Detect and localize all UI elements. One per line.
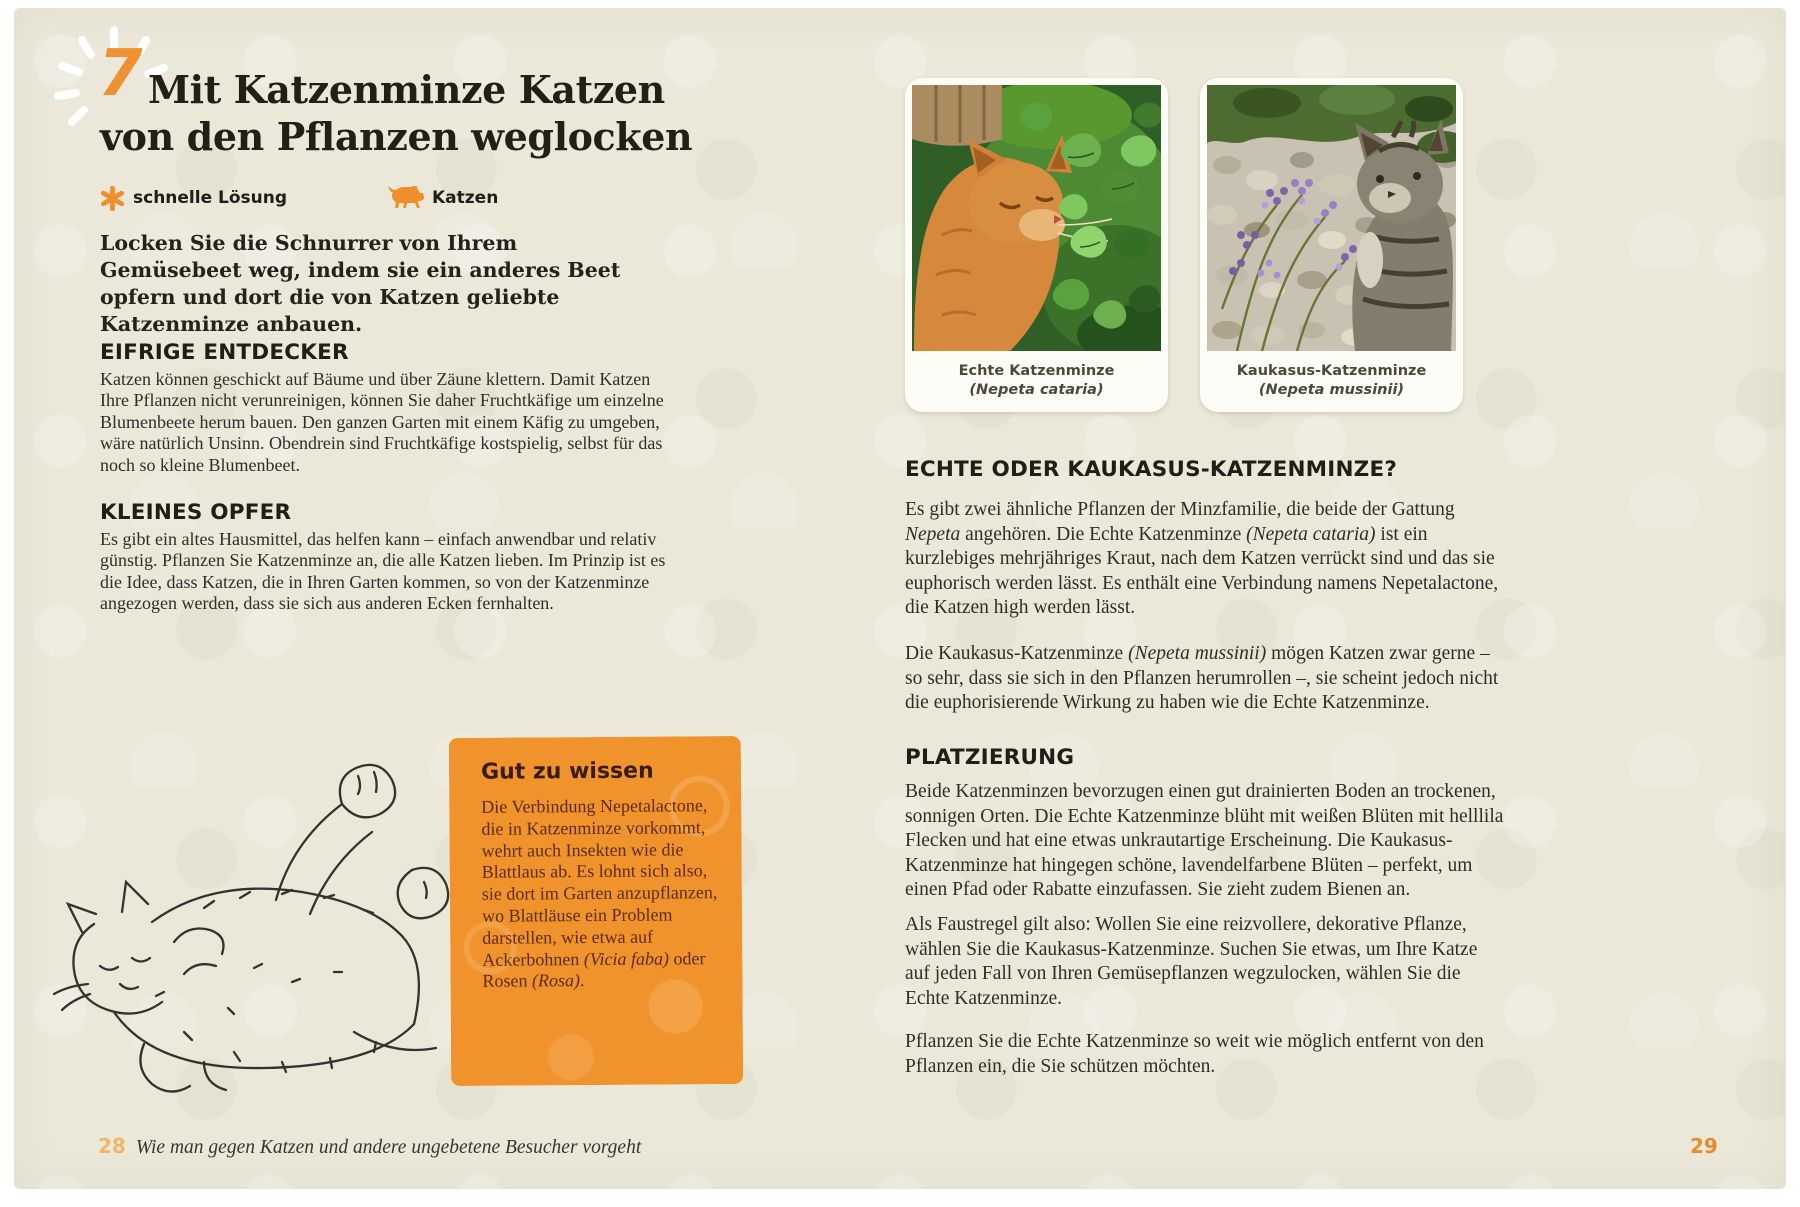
photo-card-kaukasus-katzenminze [1200, 78, 1463, 412]
caption-name: Echte Katzenminze [958, 363, 1115, 379]
info-box [449, 736, 743, 1086]
tabby-cat-photo [1207, 85, 1456, 351]
caption-latin: (Nepeta mussinii) [1258, 382, 1405, 398]
running-footer-text: Wie man gegen Katzen und andere ungebetene Besucher vorgeht [135, 1137, 642, 1158]
section-paragraph: Es gibt zwei ähnliche Pflanzen der Minzfamilie, die beide der Gattung Nepeta angehören. Die Echte Katzenminze (Nepeta cataria) ist ein kurzlebiges mehrjähriges Kraut, nach dem Katzen verrückt sind und das sie euphorisch werden lässt. Es enthält eine Verbindung namens Nepetalactone, die Katzen high werden lässt. [905, 499, 1499, 619]
section-paragraph: Die Kaukasus-Katzenminze (Nepeta mussinii) mögen Katzen zwar gerne – so sehr, dass sie sich in den Pflanzen herumrollen –, sie scheint jedoch nicht die euphorisierende Wirkung zu haben wie die Echte Katzenminze. [905, 643, 1499, 714]
section-paragraph: Katzen können geschickt auf Bäume und über Zäune klettern. Damit Katzen Ihre Pflanzen nicht verunreinigen, können Sie daher Fruchtkäfige um einzelne Blumenbeete herum bauen. Den ganzen Garten mit einem Käfig zu umgeben, wäre natürlich Unsinn. Obendrein sind Fruchtkäfige kostspielig, selbst für das noch so kleine Blumenbeet. [100, 369, 664, 475]
photo-card-echte-katzenminze [905, 78, 1168, 412]
left-footer [98, 1136, 641, 1158]
tag-row [100, 186, 740, 216]
photo-caption [912, 351, 1161, 399]
tag-label: Katzen [432, 187, 499, 208]
intro-paragraph: Locken Sie die Schnurrer von Ihrem Gemüsebeet weg, indem sie ein anderes Beet opfern und dort die von Katzen geliebte Katzenminze anbauen. [100, 231, 621, 336]
info-box-text: Die Verbindung Nepetalactone, die in Katzenminze vorkommt, wehrt auch Insekten wie die Blattlaus ab. Es lohnt sich also, sie dort im Garten anzupflanzen, wo Blattläuse ein Problem darstellen, wie etwa auf Ackerbohnen (Vicia faba) oder Rosen (Rosa). [481, 795, 718, 992]
section-heading-kleines-opfer: KLEINES OPFER [100, 500, 292, 525]
chapter-number: 7 [98, 37, 143, 111]
section-heading-echte-oder-kaukasus: ECHTE ODER KAUKASUS-KATZENMINZE? [905, 457, 1397, 482]
caption-latin: (Nepeta cataria) [969, 382, 1104, 398]
cat-icon [388, 186, 424, 210]
photo-caption [1207, 351, 1456, 399]
tag-katzen [388, 186, 498, 210]
book-spread [14, 8, 1786, 1189]
section-heading-eifrige-entdecker: EIFRIGE ENTDECKER [100, 340, 349, 365]
title-line-2: von den Pflanzen weglocken [100, 114, 693, 159]
section-paragraph: Beide Katzenminzen bevorzugen einen gut drainierten Boden an trockenen, sonnigen Orten. Die Echte Katzenminze blüht mit weißen Blüten mit helllila Flecken und hat eine etwas unkrautartige Erscheinung. Die Kaukasus-Katzenminze hat hingegen schöne, lavendelfarbene Blüten – perfekt, um einen Pfad oder Rabatte einzufassen. Sie zieht zudem Bienen an. [905, 781, 1504, 901]
cat-illustration [24, 732, 460, 1122]
section-heading-platzierung: PLATZIERUNG [905, 745, 1075, 770]
page-number-left: 28 [98, 1134, 126, 1158]
tag-schnelle-loesung [100, 186, 287, 211]
caption-name: Kaukasus-Katzenminze [1236, 363, 1427, 379]
title-line-1: Mit Katzenminze Katzen [148, 67, 665, 112]
section-paragraph: Pflanzen Sie die Echte Katzenminze so weit wie möglich entfernt von den Pflanzen ein, die Sie schützen möchten. [905, 1031, 1484, 1077]
page-number-right: 29 [1690, 1134, 1718, 1158]
tag-label: schnelle Lösung [133, 188, 288, 208]
info-box-heading: Gut zu wissen [480, 758, 654, 785]
asterisk-icon [100, 186, 125, 211]
ginger-cat-photo [912, 85, 1161, 351]
section-paragraph: Es gibt ein altes Hausmittel, das helfen kann – einfach anwendbar und relativ günstig. Pflanzen Sie Katzenminze an, die alle Katzen lieben. Im Prinzip ist es die Idee, dass Katzen, die in Ihren Garten kommen, so von der Katzenminze angezogen werden, dass sie sich aus anderen Ecken fernhalten. [100, 529, 666, 614]
section-paragraph: Als Faustregel gilt also: Wollen Sie eine reizvollere, dekorative Pflanze, wählen Sie die Kaukasus-Katzenminze. Suchen Sie etwas, um Ihre Katze auf jeden Fall von Ihren Gemüsepflanzen wegzulocken, wählen Sie die Echte Katzenminze. [905, 914, 1478, 1009]
chapter-title [100, 66, 760, 160]
